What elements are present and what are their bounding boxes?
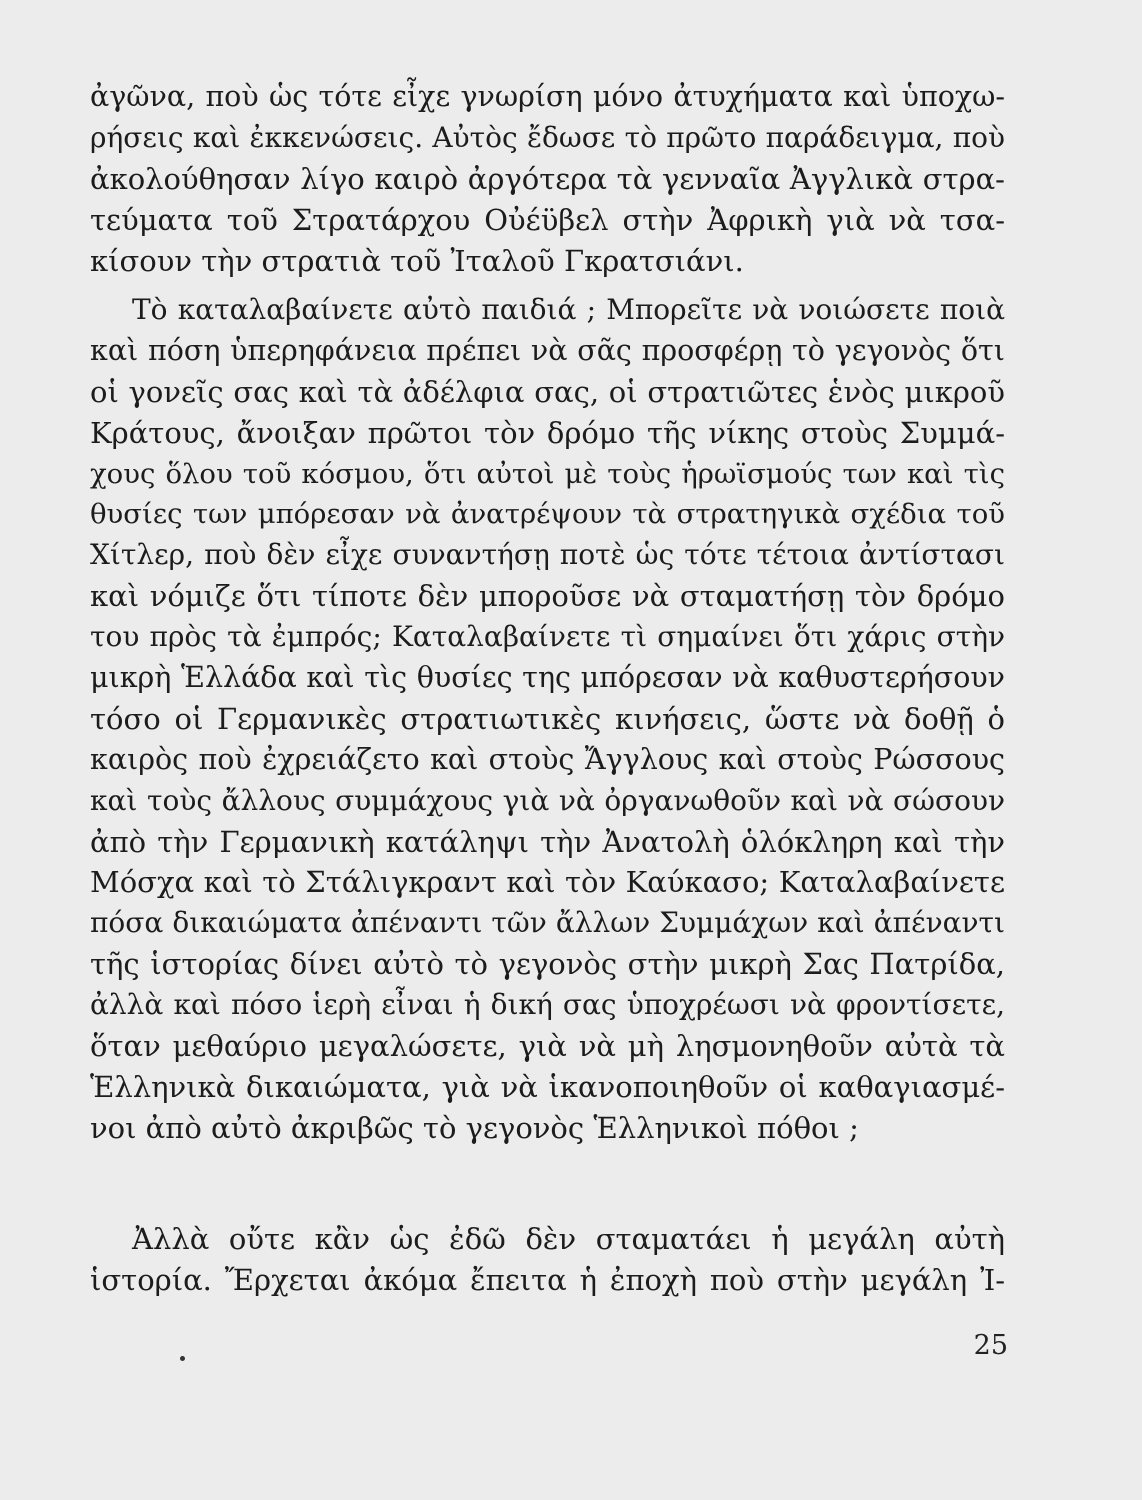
text-line: Ἑλληνικὰ δικαιώματα, γιὰ νὰ ἱκανοποιηθοῦν οἱ καθαγιασμέ- — [90, 1069, 1005, 1104]
text-line: καὶ τοὺς ἄλλους συμμάχους γιὰ νὰ ὀργανωθοῦν καὶ νὰ σώσουν — [90, 783, 1005, 817]
text-line: ἱστορία. Ἔρχεται ἀκόμα ἔπειτα ἡ ἐποχὴ ποὺ στὴν μεγάλη Ἰ- — [90, 1262, 1005, 1297]
text-line: ἀκολούθησαν λίγο καιρὸ ἀργότερα τὰ γενναῖα Ἀγγλικὰ στρα- — [90, 161, 1005, 196]
text-line: ρήσεις καὶ ἐκκενώσεις. Αὐτὸς ἔδωσε τὸ πρῶτο παράδειγμα, ποὺ — [90, 120, 1005, 154]
text-line: κίσουν τὴν στρατιὰ τοῦ Ἰταλοῦ Γκρατσιάνι. — [90, 243, 744, 278]
text-line: Τὸ καταλαβαίνετε αὐτὸ παιδιά ; Μπορεῖτε νὰ νοιώσετε ποιὰ — [132, 293, 1005, 326]
text-line: Χίτλερ, ποὺ δὲν εἶχε συναντήσῃ ποτὲ ὡς τότε τέτοια ἀντίστασι — [90, 538, 1005, 572]
text-line: νοι ἀπὸ αὐτὸ ἀκριβῶς τὸ γεγονὸς Ἑλληνικοὶ πόθοι ; — [90, 1110, 859, 1145]
text-line: Κράτους, ἄνοιξαν πρῶτοι τὸν δρόμο τῆς νίκης στοὺς Συμμά- — [90, 415, 1005, 450]
text-line: καιρὸς ποὺ ἐχρειάζετο καὶ στοὺς Ἄγγλους καὶ στοὺς Ρώσσους — [90, 742, 1005, 776]
paragraph-1 — [90, 77, 1005, 281]
paragraph-2 — [90, 290, 1005, 1149]
page-number: 25 — [973, 1330, 1008, 1361]
text-line: μικρὴ Ἑλλάδα καὶ τὶς θυσίες της μπόρεσαν νὰ καθυστερήσουν — [90, 661, 1005, 695]
text-line: ἀλλὰ καὶ πόσο ἱερὴ εἶναι ἡ δική σας ὑποχρέωσι νὰ φροντίσετε, — [90, 988, 1005, 1022]
text-line: πόσα δικαιώματα ἀπέναντι τῶν ἄλλων Συμμάχων καὶ ἀπέναντι — [90, 906, 1005, 940]
text-line: καὶ πόση ὑπερηφάνεια πρέπει νὰ σᾶς προσφέρῃ τὸ γεγονὸς ὅτι — [90, 333, 1005, 367]
text-line: οἱ γονεῖς σας καὶ τὰ ἀδέλφια σας, οἱ στρατιῶτες ἑνὸς μικροῦ — [90, 374, 1005, 409]
text-line: ἀγῶνα, ποὺ ὡς τότε εἶχε γνωρίση μόνο ἀτυχήματα καὶ ὑποχω- — [90, 80, 1005, 113]
text-line: χους ὅλου τοῦ κόσμου, ὅτι αὐτοὶ μὲ τοὺς ἡρωϊσμούς των καὶ τὶς — [90, 457, 1005, 490]
text-line: του πρὸς τὰ ἐμπρός; Καταλαβαίνετε τὶ σημαίνει ὅτι χάρις στὴν — [90, 620, 1005, 654]
text-line: Ἀλλὰ οὔτε κἂν ὡς ἐδῶ δὲν σταματάει ἡ μεγάλη αὐτὴ — [132, 1222, 1005, 1256]
text-line: ὅταν μεθαύριο μεγαλώσετε, γιὰ νὰ μὴ λησμονηθοῦν αὐτὰ τὰ — [90, 1029, 1005, 1064]
text-line: ἀπὸ τὴν Γερμανικὴ κατάληψι τὴν Ἀνατολὴ ὁλόκληρη καὶ τὴν — [90, 824, 1005, 859]
text-line: Μόσχα καὶ τὸ Στάλιγκραντ καὶ τὸν Καύκασο; Καταλαβαίνετε — [90, 865, 1005, 900]
paragraph-3 — [90, 1219, 1005, 1301]
ink-speck — [180, 1356, 185, 1361]
text-line: τεύματα τοῦ Στρατάρχου Οὐέϋβελ στὴν Ἀφρικὴ γιὰ νὰ τσα- — [90, 202, 1005, 237]
text-line: καὶ νόμιζε ὅτι τίποτε δὲν μποροῦσε νὰ σταματήσῃ τὸν δρόμο — [90, 579, 1005, 614]
text-line: τόσο οἱ Γερμανικὲς στρατιωτικὲς κινήσεις, ὥστε νὰ δοθῇ ὁ — [90, 701, 1005, 736]
text-line: τῆς ἱστορίας δίνει αὐτὸ τὸ γεγονὸς στὴν μικρὴ Σας Πατρίδα, — [90, 947, 1005, 982]
text-line: θυσίες των μπόρεσαν νὰ ἀνατρέψουν τὰ στρατηγικὰ σχέδια τοῦ — [90, 498, 1005, 531]
